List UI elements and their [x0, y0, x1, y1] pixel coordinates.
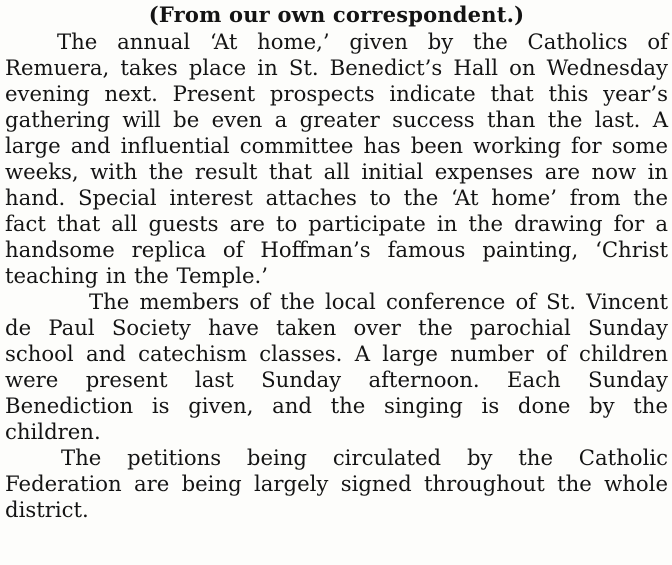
paragraph-vincent-de-paul: The members of the local conference of St. Vincent de Paul Society have taken over the parochial Sunday school and catechism classes. A large number of children were present last Sunday afternoon. Each Sunday Benediction is given, and the singing is done by the children.	[5, 289, 668, 444]
paragraph-at-home: The annual ‘At home,’ given by the Catholics of Remuera, takes place in St. Benedict’s Hall on Wednesday evening next. Present prospects indicate that this year’s gathering will be even a greater success than the last. A large and influential committee has been working for some weeks, with the result that all initial expenses are now in hand. Special interest attaches to the ‘At home’ from the fact that all guests are to participate in the drawing for a handsome replica of Hoffman’s famous painting, ‘Christ teaching in the Temple.’	[5, 29, 668, 288]
paragraph-petitions: The petitions being circulated by the Catholic Federation are being largely signed throughout the whole district.	[5, 445, 668, 522]
byline: (From our own correspondent.)	[148, 2, 525, 27]
